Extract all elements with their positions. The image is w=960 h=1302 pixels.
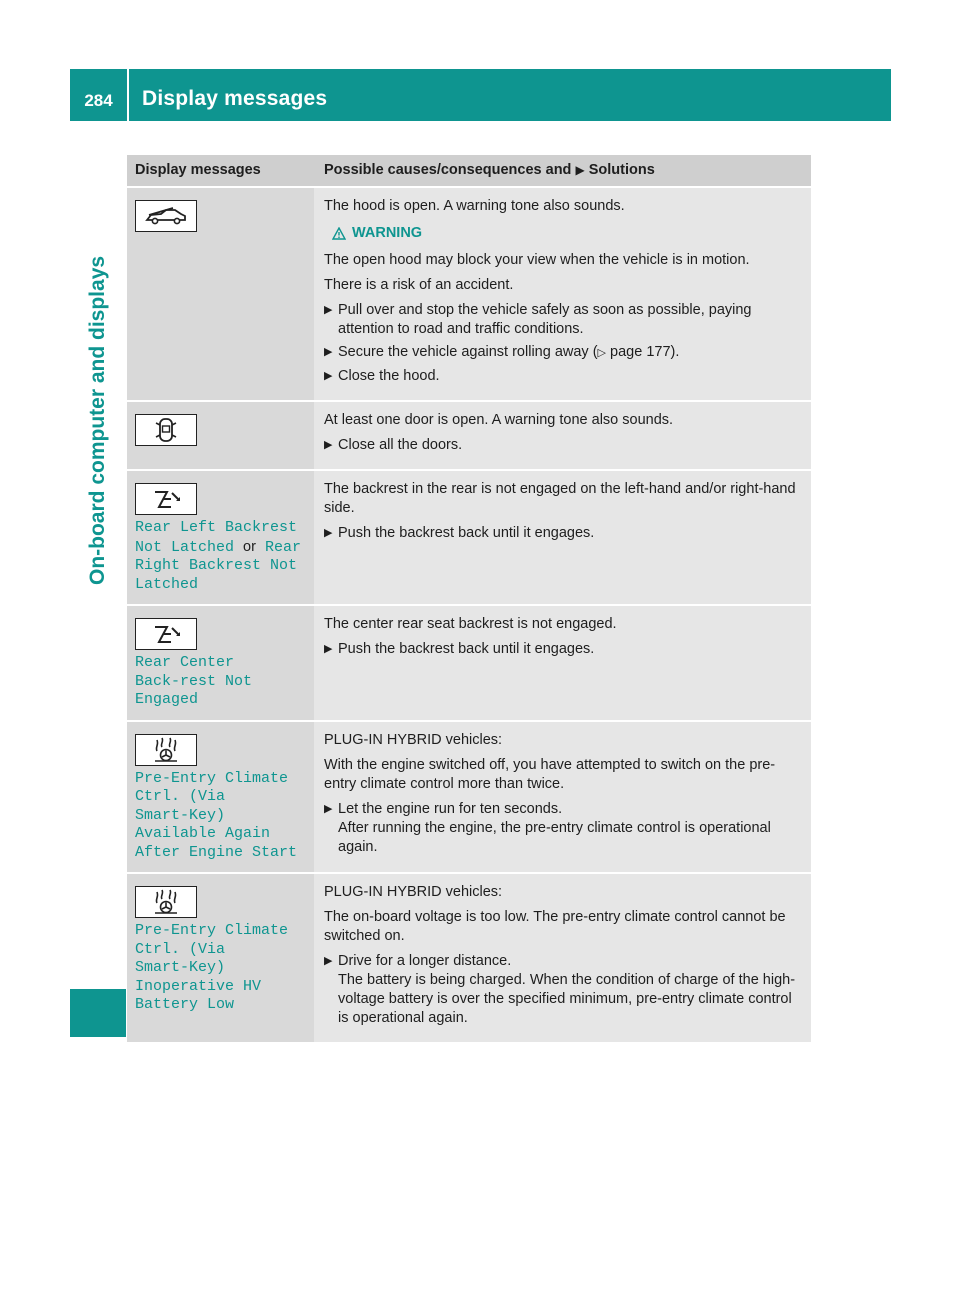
display-messages-table <box>127 155 811 1044</box>
solution-step: ▶ Close the hood. <box>324 368 440 384</box>
table-row <box>127 401 811 470</box>
table-row <box>127 605 811 721</box>
display-message-text: Pre-Entry Climate Ctrl. (Via Smart‑Key) Available Again After Engine Start <box>135 769 298 861</box>
seat-backrest-icon <box>135 483 197 515</box>
page-reference-link[interactable]: page 177 <box>610 344 671 360</box>
message-cell <box>127 187 314 401</box>
hood-open-icon <box>135 200 197 232</box>
solution-step: ▶ Secure the vehicle against rolling away (▷ page 177). <box>324 343 803 363</box>
display-message-text: Rear Center Back‑rest Not Engaged <box>135 654 253 708</box>
solution-cell <box>314 401 811 470</box>
cause-text: PLUG-IN HYBRID vehicles: <box>324 731 503 748</box>
step-arrow-icon: ▶ <box>324 527 333 539</box>
table-header-row <box>127 155 811 187</box>
solution-step: ▶ Let the engine run for ten seconds. After running the engine, the pre-entry climate control is operational again. <box>324 800 771 855</box>
cause-text: At least one door is open. A warning tone also sounds. <box>324 412 674 428</box>
header-bar <box>70 69 891 121</box>
climate-fan-icon <box>135 734 197 766</box>
side-tab-marker <box>70 989 126 1037</box>
step-arrow-icon: ▶ <box>324 346 333 358</box>
climate-fan-icon <box>135 886 197 918</box>
table-row <box>127 721 811 874</box>
table-row <box>127 873 811 1043</box>
display-message-text: Rear Left Backrest Not Latched or Rear Right Backrest Not Latched <box>135 519 301 593</box>
warning-text: The open hood may block your view when the vehicle is in motion. <box>324 252 750 268</box>
message-cell <box>127 401 314 470</box>
column-header-causes: Possible causes/consequences and <box>324 162 572 178</box>
cause-text: The backrest in the rear is not engaged on the left-hand and/or right-hand side. <box>324 481 796 516</box>
column-header-solutions-label: Solutions <box>588 162 655 178</box>
door-open-icon <box>135 414 197 446</box>
page-title: Display messages <box>142 87 328 110</box>
step-arrow-icon: ▶ <box>324 439 333 451</box>
message-cell <box>127 470 314 605</box>
solution-cell <box>314 605 811 721</box>
warning-text: There is a risk of an accident. <box>324 277 514 293</box>
cause-text: With the engine switched off, you have attempted to switch on the pre-entry climate control more than twice. <box>324 756 776 792</box>
solution-step: ▶ Drive for a longer distance. The battery is being charged. When the condition of charge of the high-voltage battery is over the specified minimum, pre-entry climate control is operational again. <box>324 953 796 1026</box>
column-header-solutions <box>314 155 811 187</box>
column-header-display-messages: Display messages <box>127 155 314 187</box>
side-section-label: On-board computer and displays <box>86 255 109 585</box>
page-ref-icon: ▷ <box>597 347 606 359</box>
table-row <box>127 470 811 605</box>
solution-step: ▶ Pull over and stop the vehicle safely as soon as possible, paying attention to road and traffic conditions. <box>324 302 752 337</box>
solution-step: ▶ Push the backrest back until it engages. <box>324 641 595 657</box>
warning-label: WARNING <box>332 224 803 243</box>
step-arrow-icon: ▶ <box>324 802 333 815</box>
cause-text: The on-board voltage is too low. The pre-entry climate control cannot be switched on. <box>324 909 786 944</box>
step-arrow-icon: ▶ <box>324 304 333 316</box>
cause-text: PLUG-IN HYBRID vehicles: <box>324 884 503 900</box>
table-row <box>127 187 811 401</box>
seat-backrest-icon <box>135 618 197 650</box>
solution-cell <box>314 873 811 1043</box>
step-arrow-icon: ▶ <box>324 643 333 655</box>
solution-cell <box>314 187 811 401</box>
page-number: 284 <box>84 91 113 110</box>
message-cell <box>127 873 314 1043</box>
display-message-text: Pre-Entry Climate Ctrl. (Via Smart‑Key) Inoperative HV Battery Low <box>135 922 289 1013</box>
cause-text: The center rear seat backrest is not engaged. <box>324 616 617 632</box>
message-cell <box>127 605 314 721</box>
step-arrow-icon: ▶ <box>324 370 333 382</box>
solution-step: ▶ Close all the doors. <box>324 437 463 453</box>
solution-cell <box>314 470 811 605</box>
solution-step: ▶ Push the backrest back until it engages. <box>324 525 595 541</box>
message-cell <box>127 721 314 874</box>
solution-cell <box>314 721 811 874</box>
cause-text: The hood is open. A warning tone also sounds. <box>324 198 625 214</box>
warning-triangle-icon <box>332 227 346 240</box>
play-arrow-icon: ▶ <box>575 163 585 177</box>
step-arrow-icon: ▶ <box>324 955 333 967</box>
